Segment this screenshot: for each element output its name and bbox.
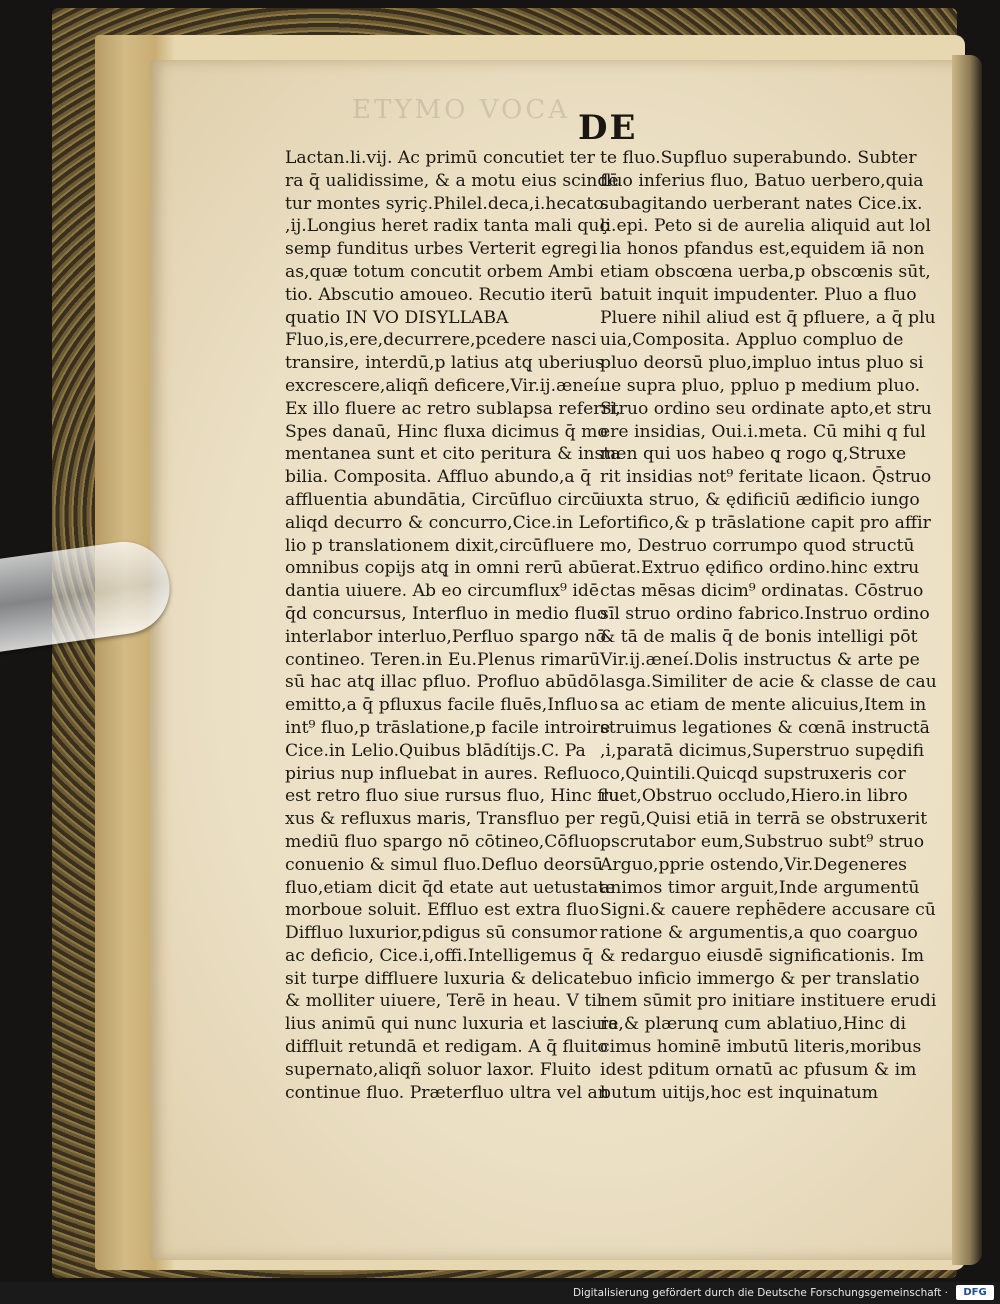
page-gutter-edge <box>952 55 982 1265</box>
text-line: & redarguo eiusdē significationis. Im <box>600 945 925 966</box>
text-line: q̄d concursus, Interfluo in medio fluo <box>285 603 608 624</box>
left-text-column <box>285 147 621 1104</box>
text-line: morboue soluit. Effluo est extra fluo <box>285 900 600 921</box>
text-line: ere insidias, Oui.i.meta. Cū mihi q ful <box>600 421 926 442</box>
text-line: Pluere nihil aliud est q̄ pfluere, a q̄ plu <box>600 307 936 328</box>
text-line: pscrutabor eum,Substruo subt⁹ struo <box>600 831 925 852</box>
text-line: animos timor arguit,Inde argumentū <box>600 877 920 898</box>
text-line: as,quæ totum concutit orbem Ambi <box>285 261 594 282</box>
text-line: ,ij.Longius heret radix tanta mali quç <box>285 216 610 237</box>
text-line: conuenio & simul fluo.Defluo deorsū <box>285 854 604 875</box>
dfg-logo: DFG <box>956 1285 994 1300</box>
text-line: nem sūmit pro initiare instituere erudi <box>600 991 937 1012</box>
text-line: pirius nup influebat in aures. Refluo <box>285 763 600 784</box>
text-line: Struo ordino seu ordinate apto,et stru <box>600 398 932 419</box>
text-line: erat.Extruo ędifico ordino.hinc extru <box>600 558 920 579</box>
text-line: omnibus copijs atq̨ in omni rerū abū <box>285 558 601 579</box>
text-line: re,& plærunq̨ cum ablatiuo,Hinc di <box>600 1014 906 1035</box>
text-line: etiam obscœna uerba,p obscœnis sūt, <box>600 261 931 282</box>
text-line: Ex illo fluere ac retro sublapsa referri, <box>285 398 621 419</box>
text-line: Signi.& cauere repḣēdere accusare cū <box>600 900 936 921</box>
text-line: aliqd decurro & concurro,Cice.in Le <box>285 512 601 533</box>
text-line: sit turpe diffluere luxuria & delicate <box>285 968 601 989</box>
text-line: ratione & argumentis,a quo coarguo <box>600 923 918 944</box>
text-line: batuit inquit impudenter. Pluo a fluo <box>600 284 917 305</box>
text-line: est retro fluo siue rursus fluo, Hinc flu <box>285 786 620 807</box>
text-line: & tā de malis q̄ de bonis intelligi pōt <box>600 626 918 647</box>
text-line: uia,Composita. Appluo compluo de <box>600 330 904 351</box>
text-line: ra q̄ ualidissime, & a motu eius scindē <box>285 170 619 191</box>
text-line: excrescere,aliqñ deficere,Vir.ij.æneí. <box>285 375 605 396</box>
text-line: & molliter uiuere, Terē in heau. V til <box>285 991 603 1012</box>
text-line: ac deficio, Cice.i,offi.Intelligemus q̄ <box>285 945 594 966</box>
bleed-through-text: ETYMO VOCA <box>352 95 570 125</box>
text-line: regū,Quisi etiā in terrā se obstruxerit <box>600 809 928 830</box>
footer-credit: Digitalisierung gefördert durch die Deutsche Forschungsgemeinschaft · <box>572 1287 948 1299</box>
text-line: lia honos pfandus est,equidem iā non <box>600 239 925 260</box>
text-line: ctas mēsas dicim⁹ ordinatas. Cōstruo <box>600 581 924 602</box>
text-line: li.epi. Peto si de aurelia aliquid aut lol <box>600 216 931 237</box>
text-line: xus & refluxus maris, Transfluo per <box>285 809 595 830</box>
text-line: subagitando uerberant nates Cice.ix. <box>600 193 923 214</box>
text-line: Lactan.li.vij. Ac primū concutiet ter <box>285 148 595 168</box>
text-line: sīl struo ordino fabrico.Instruo ordino <box>600 603 930 624</box>
text-line: te fluo.Supfluo superabundo. Subter <box>600 148 917 168</box>
text-line: rit insidias not⁹ feritate licaon. Q̄struo <box>600 467 932 488</box>
text-line: tur montes syriç.Philel.deca,i.hecato. <box>285 193 609 214</box>
text-line: supernato,aliqñ soluor laxor. Fluito <box>285 1059 592 1080</box>
text-line: men qui uos habeo q̨ rogo q̨,Struxe <box>600 444 907 465</box>
text-line: fluo inferius fluo, Batuo uerbero,quia <box>600 170 924 191</box>
text-line: iuxta struo, & ędificiū ædificio iungo <box>600 489 920 510</box>
text-line: butum uitijs,hoc est inquinatum <box>600 1082 878 1103</box>
text-line: quatio IN VO DISYLLABA <box>285 307 509 328</box>
text-line: Arguo,pprie ostendo,Vir.Degeneres <box>600 854 907 875</box>
text-line: dantia uiuere. Ab eo circumflux⁹ idē <box>285 581 599 602</box>
text-line: fortifico,& p trāslatione capit pro affir <box>600 512 931 533</box>
text-line: int⁹ fluo,p trāslatione,p facile introire <box>285 717 611 738</box>
text-line: Fluo,is,ere,decurrere,pcedere nasci <box>285 330 597 351</box>
text-line: mentanea sunt et cito peritura & insta <box>285 444 621 465</box>
text-line: Spes danaū, Hinc fluxa dicimus q̄ mo <box>285 421 608 442</box>
text-line: tio. Abscutio amoueo. Recutio iterū <box>285 284 593 305</box>
text-line: semp funditus urbes Verterit egregi <box>285 239 598 260</box>
text-line: idest pditum ornatū ac pfusum & im <box>600 1059 917 1080</box>
page-headword: DE <box>578 108 638 148</box>
text-line: mediū fluo spargo nō cōtineo,Cōfluo <box>285 831 601 852</box>
text-line: co,Quintili.Quicqd supstruxeris cor <box>600 763 906 784</box>
text-line: emitto,a q̄ pfluxus facile fluēs,Influo <box>285 695 598 716</box>
text-line: mo, Destruo corrumpo quod structū <box>600 535 915 556</box>
text-line: bilia. Composita. Affluo abundo,a q̄ <box>285 467 592 488</box>
text-line: ,i,paratā dicimus,Superstruo supędifi <box>600 740 925 761</box>
text-line: diffluit retundā et redigam. A q̄ fluito <box>285 1037 608 1058</box>
text-line: ruet,Obstruo occludo,Hiero.in libro <box>600 786 908 807</box>
text-line: contineo. Teren.in Eu.Plenus rimarū <box>285 649 601 670</box>
right-text-column <box>600 147 937 1104</box>
text-line: pluo deorsū pluo,impluo intus pluo si <box>600 353 924 374</box>
text-line: lasga.Similiter de acie & classe de cau <box>600 672 937 693</box>
text-line: continue fluo. Præterfluo ultra vel an <box>285 1082 609 1103</box>
text-line: Diffluo luxurior,pdigus sū consumor <box>285 923 598 944</box>
text-line: fluo,etiam dicit q̄d etate aut uetustate <box>285 877 616 898</box>
text-line: cimus hominē imbutū literis,moribus <box>600 1037 922 1058</box>
text-line: lio p translationem dixit,circūfluere <box>285 535 595 556</box>
text-line: sa ac etiam de mente alicuius,Item in <box>600 695 927 716</box>
text-line: buo inficio immergo & per translatio <box>600 968 920 989</box>
text-line: transire, interdū,p latius atq̨ uberius <box>285 353 604 374</box>
text-line: lius animū qui nunc luxuria et lasciuia <box>285 1014 619 1035</box>
text-line: interlabor interluo,Perfluo spargo nō <box>285 626 606 647</box>
text-line: struimus legationes & cœnā instructā <box>600 717 930 738</box>
text-line: Vir.ij.æneí.Dolis instructus & arte pe <box>600 649 920 670</box>
text-line: ue supra pluo, ppluo p medium pluo. <box>600 375 921 396</box>
text-line: affluentia abundātia, Circūfluo circū <box>285 489 602 510</box>
text-line: sū hac atq̨ illac pfluo. Profluo abūdō <box>285 672 599 693</box>
text-line: Cice.in Lelio.Quibus blādítijs.C. Pa <box>285 740 586 761</box>
